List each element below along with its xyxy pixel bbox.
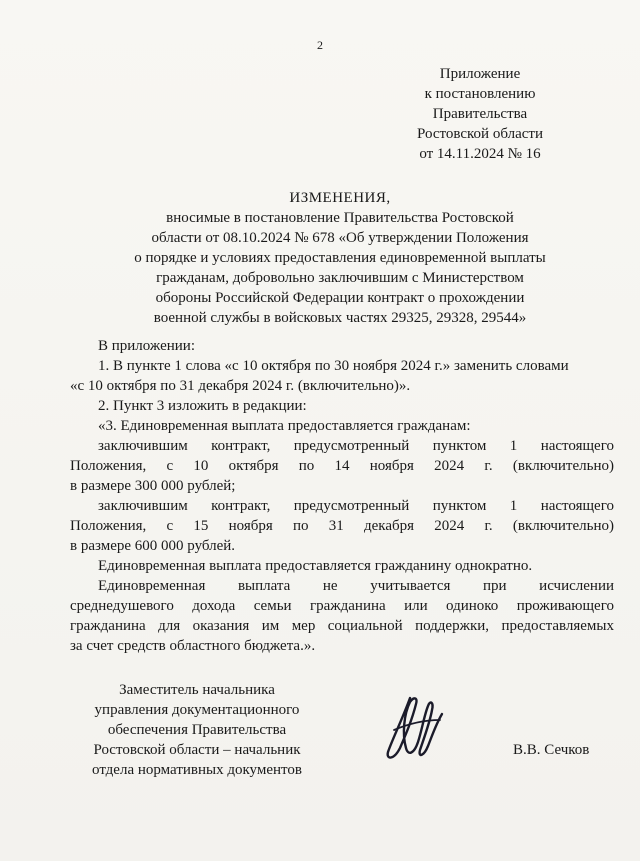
case-1-line: в размере 300 000 рублей; bbox=[70, 478, 236, 494]
position-line: отдела нормативных документов bbox=[92, 762, 302, 778]
page-number: 2 bbox=[317, 38, 323, 52]
appendix-line: от 14.11.2024 № 16 bbox=[419, 146, 541, 162]
position-line: Ростовской области – начальник bbox=[93, 742, 301, 758]
position-line: обеспечения Правительства bbox=[107, 722, 287, 738]
handwritten-signature bbox=[380, 690, 450, 770]
heading-line: о порядке и условиях предоставления единовременной выплаты bbox=[134, 250, 546, 266]
not-counted-line: за счет средств областного бюджета.». bbox=[70, 638, 316, 654]
case-1-line: заключившим контракт, предусмотренный пунктом 1 настоящего bbox=[98, 438, 614, 454]
document-title: ИЗМЕНЕНИЯ, bbox=[289, 190, 391, 206]
appendix-line: Приложение bbox=[439, 66, 521, 82]
item-1-line: «с 10 октября по 31 декабря 2024 г. (включительно)». bbox=[70, 378, 411, 394]
quote-start: «3. Единовременная выплата предоставляется гражданам: bbox=[98, 418, 471, 434]
position-line: Заместитель начальника bbox=[119, 682, 275, 698]
body-intro: В приложении: bbox=[98, 338, 195, 354]
appendix-line: Ростовской области bbox=[417, 126, 543, 142]
case-2-line: в размере 600 000 рублей. bbox=[70, 538, 236, 554]
case-1-line: Положения, с 10 октября по 14 ноября 2024 г. (включительно) bbox=[70, 458, 614, 474]
heading-line: обороны Российской Федерации контракт о прохождении bbox=[155, 290, 525, 306]
signer-name: В.В. Сечков bbox=[513, 742, 590, 758]
signer-position bbox=[72, 680, 322, 780]
case-2-line: Положения, с 15 ноября по 31 декабря 2024 г. (включительно) bbox=[70, 518, 614, 534]
appendix-line: к постановлению bbox=[424, 86, 536, 102]
item-1-line: 1. В пункте 1 слова «с 10 октября по 30 ноября 2024 г.» заменить словами bbox=[98, 358, 569, 374]
not-counted-line: Единовременная выплата не учитывается при исчислении bbox=[98, 578, 614, 594]
once-paragraph: Единовременная выплата предоставляется гражданину однократно. bbox=[98, 558, 533, 574]
heading-line: гражданам, добровольно заключившим с Министерством bbox=[156, 270, 524, 286]
document-body bbox=[70, 336, 614, 656]
position-line: управления документационного bbox=[94, 702, 300, 718]
case-2-line: заключившим контракт, предусмотренный пунктом 1 настоящего bbox=[98, 498, 614, 514]
appendix-line: Правительства bbox=[432, 106, 528, 122]
document-heading bbox=[70, 188, 610, 328]
heading-line: военной службы в войсковых частях 29325, 29328, 29544» bbox=[153, 310, 527, 326]
item-2: 2. Пункт 3 изложить в редакции: bbox=[98, 398, 307, 414]
not-counted-line: гражданина для оказания им мер социальной поддержки, предоставляемых bbox=[70, 618, 614, 634]
heading-line: вносимые в постановление Правительства Ростовской bbox=[166, 210, 514, 226]
heading-line: области от 08.10.2024 № 678 «Об утверждении Положения bbox=[151, 230, 529, 246]
appendix-header bbox=[380, 64, 580, 164]
not-counted-line: среднедушевого дохода семьи гражданина или одиноко проживающего bbox=[70, 598, 614, 614]
